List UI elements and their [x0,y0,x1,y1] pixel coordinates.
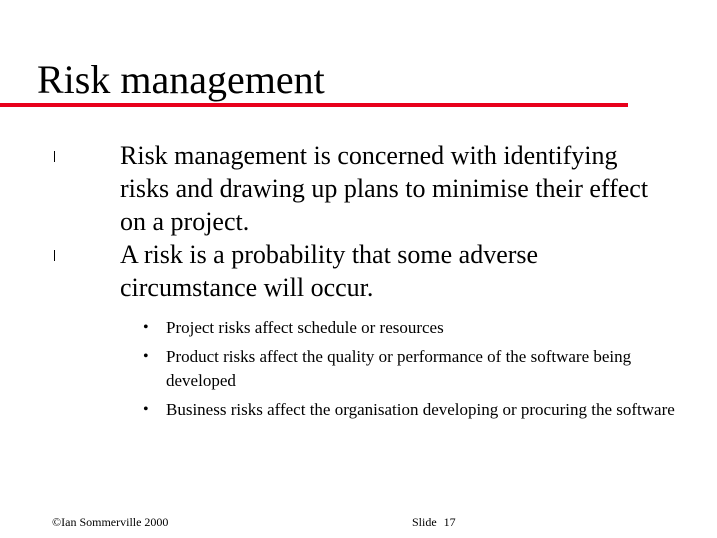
slide-label: Slide [412,515,437,529]
bullet-item [52,139,672,238]
bullet-text: A risk is a probability that some adverse circumstance will occur. [120,240,539,302]
sub-bullet-text: Product risks affect the quality or performance of the software being developed [166,347,632,390]
sub-bullet-marker: • [143,401,149,418]
bullet-marker [54,250,55,261]
sub-bullet-marker: • [143,319,149,336]
bullet-text: Risk management is concerned with identifying risks and drawing up plans to minimise their effect on a project. [120,141,649,236]
bullet-item [52,238,672,304]
sub-bullet-text: Project risks affect schedule or resources [166,318,444,337]
footer-slide-number [412,514,456,530]
bullet-marker [54,151,55,162]
sub-bullet-item [143,345,683,393]
slide-number: 17 [443,515,456,529]
sub-bullet-text: Business risks affect the organisation developing or procuring the software [166,400,675,419]
sub-bullet-list [143,316,683,422]
slide-title: Risk management [37,57,325,102]
footer-copyright: ©Ian Sommerville 2000 [52,515,169,529]
sub-bullet-item [143,316,683,340]
title-underline [0,103,628,107]
sub-bullet-item [143,398,683,422]
main-bullet-list [52,139,672,304]
sub-bullet-marker: • [143,348,149,365]
